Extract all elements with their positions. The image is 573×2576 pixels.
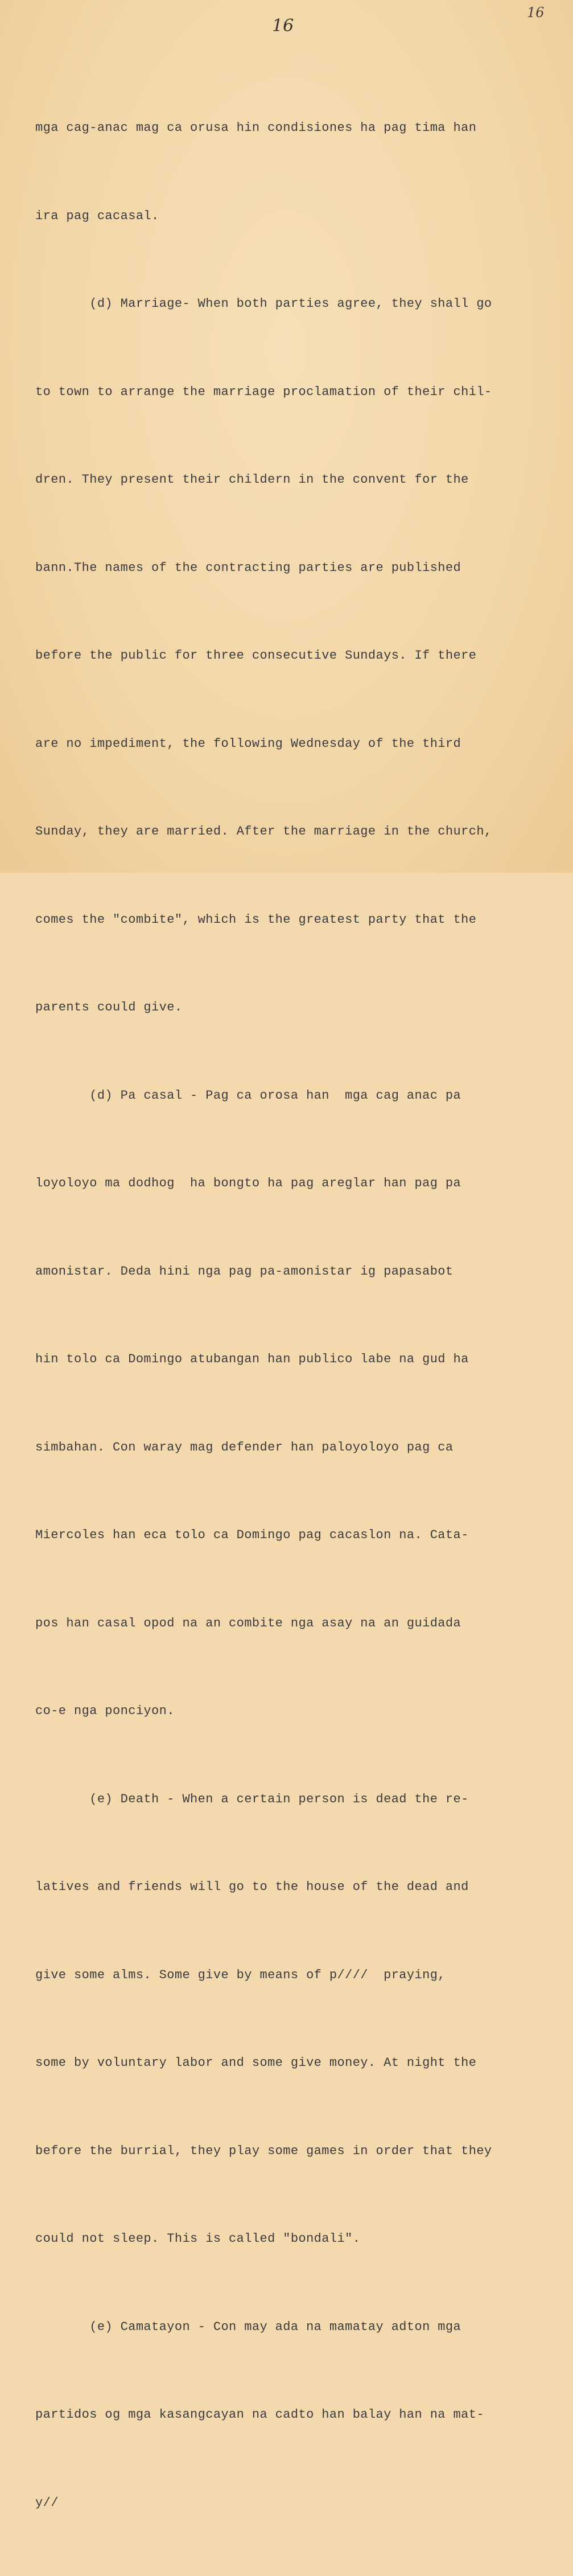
text-line: parents could give. xyxy=(35,1000,183,1014)
text-line: before the public for three consecutive Sundays. If there xyxy=(35,648,477,663)
typed-text-body xyxy=(35,55,547,2576)
text-line: (e) Camatayon - Con may ada na mamatay adton mga xyxy=(35,2319,461,2334)
text-line: latives and friends will go to the house of the dead and xyxy=(35,1880,469,1894)
text-line: simbahan. Con waray mag defender han paloyoloyo pag ca xyxy=(35,1440,454,1455)
text-line: dren. They present their childern in the convent for the xyxy=(35,473,469,487)
text-line: some by voluntary labor and some give money. At night the xyxy=(35,2056,477,2070)
text-line: are no impediment, the following Wednesday of the third xyxy=(35,736,461,751)
text-line: (e) Death - When a certain person is dead the re- xyxy=(35,1792,469,1806)
text-line: comes the "combite", which is the greatest party that the xyxy=(35,912,477,927)
text-line: pos han casal opod na an combite nga asay na an guidada xyxy=(35,1616,461,1630)
text-line: give some alms. Some give by means of p//// praying, xyxy=(35,1967,446,1982)
page-number: 16 xyxy=(272,16,294,36)
text-line: (d) Marriage- When both parties agree, they shall go xyxy=(35,297,492,311)
text-line: (d) Pa casal - Pag ca orosa han mga cag anac pa xyxy=(35,1088,461,1103)
text-line: mga cag-anac mag ca orusa hin condisiones ha pag tima han xyxy=(35,121,477,135)
text-line: bann.The names of the contracting parties are published xyxy=(35,560,461,575)
text-line: before the burrial, they play some games in order that they xyxy=(35,2143,492,2158)
text-line: ira pag cacasal. xyxy=(35,208,159,223)
text-line: co-e nga ponciyon. xyxy=(35,1704,175,1718)
text-line: could not sleep. This is called "bondali". xyxy=(35,2232,361,2246)
text-line: y// xyxy=(35,2495,59,2510)
corner-page-number: 16 xyxy=(527,5,545,20)
text-line: Miercoles han eca tolo ca Domingo pag cacaslon na. Cata- xyxy=(35,1528,469,1542)
text-line: amonistar. Deda hini nga pag pa-amonistar ig papasabot xyxy=(35,1264,454,1279)
text-line: hin tolo ca Domingo atubangan han publico labe na gud ha xyxy=(35,1352,469,1366)
text-line: Sunday, they are married. After the marriage in the church, xyxy=(35,824,492,839)
text-line: loyoloyo ma dodhog ha bongto ha pag areglar han pag pa xyxy=(35,1176,461,1190)
text-line: to town to arrange the marriage proclamation of their chil- xyxy=(35,384,492,399)
text-line: partidos og mga kasangcayan na cadto han balay han na mat- xyxy=(35,2407,484,2422)
